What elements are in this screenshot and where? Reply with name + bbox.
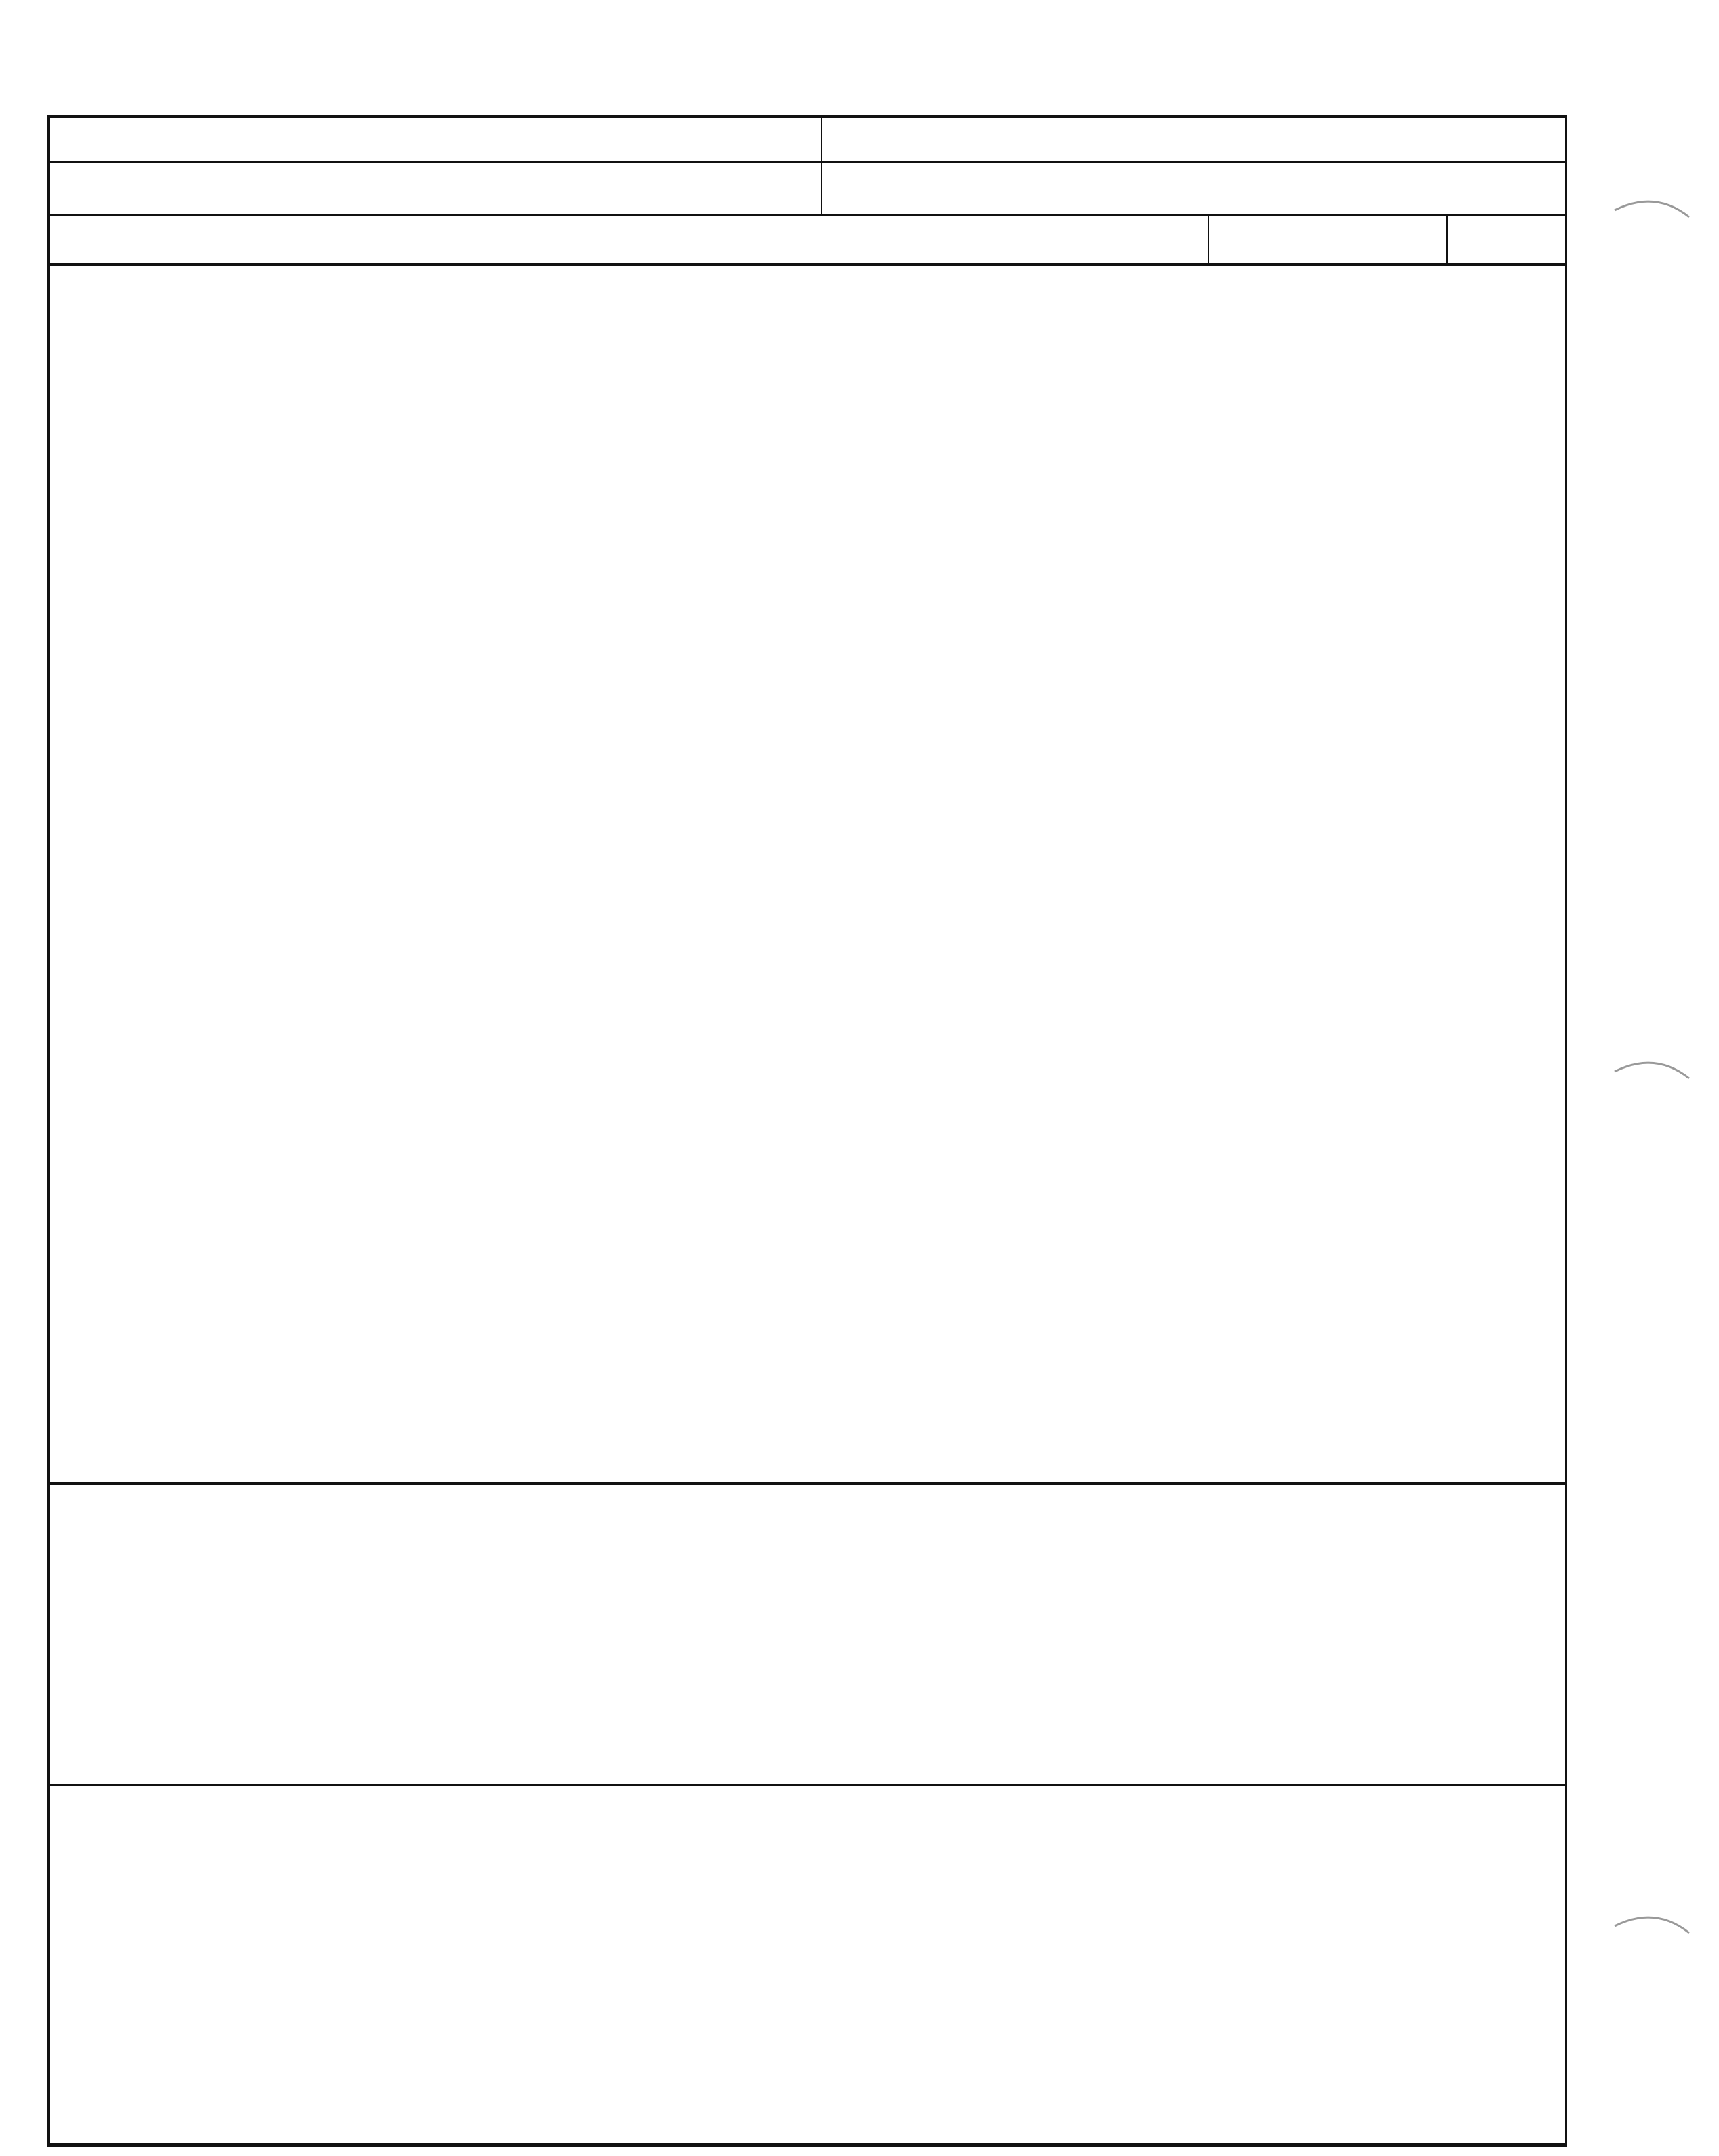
margin-hole-marks: [1608, 190, 1703, 2021]
form-frame: [47, 115, 1567, 2147]
